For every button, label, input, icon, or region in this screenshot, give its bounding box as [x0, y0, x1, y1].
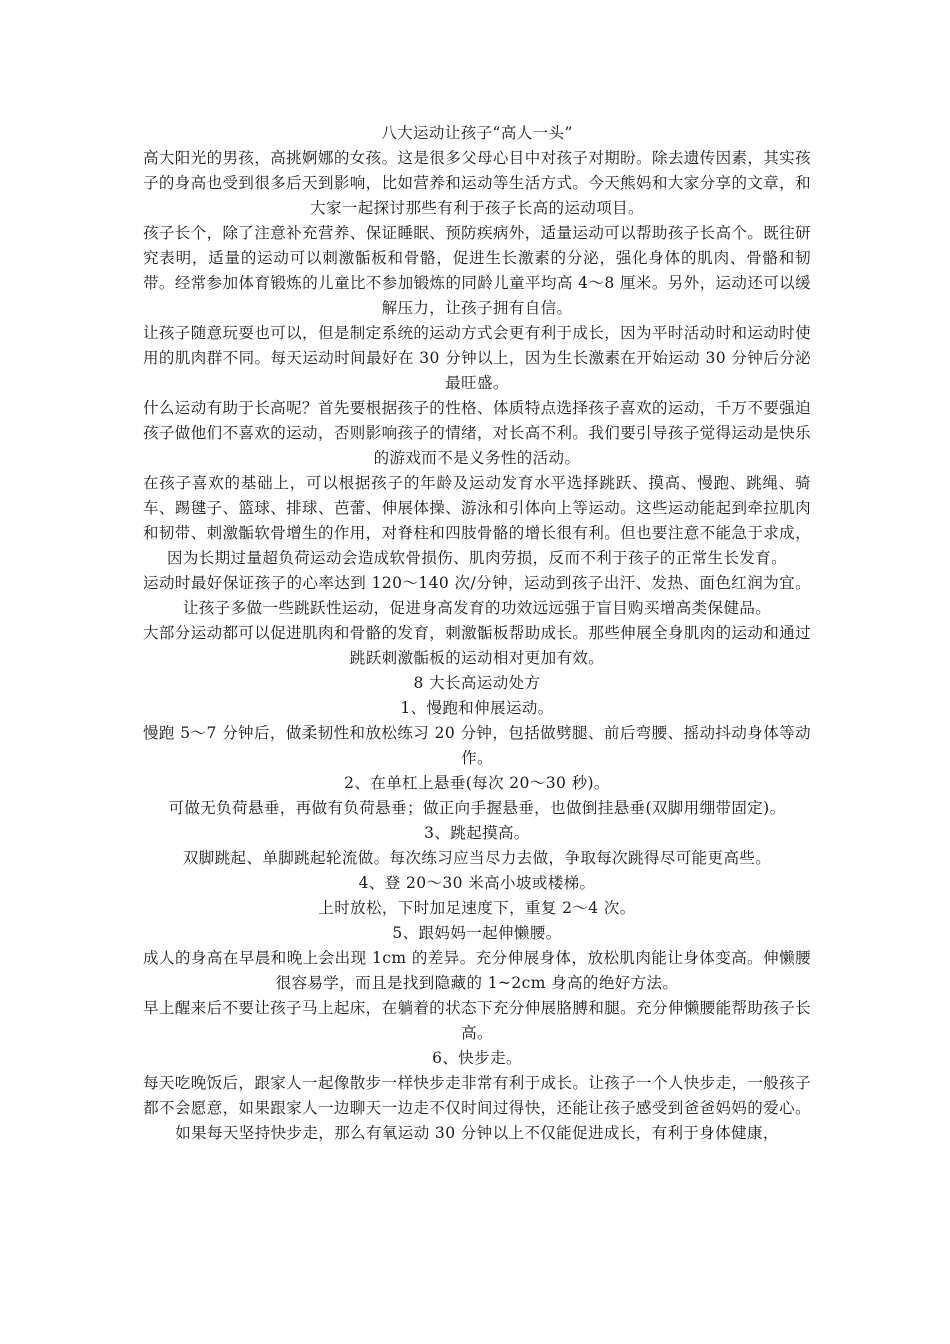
item-text-6b: 如果每天坚持快步走，那么有氧运动 30 分钟以上不仅能促进成长，有利于身体健康，: [175, 1124, 779, 1142]
paragraph-systematic: 让孩子随意玩耍也可以，但是制定系统的运动方式会更有利于成长，因为平时活动时和运动时使用的肌肉群不同。每天运动时间最好在 30 分钟以上，因为生长激素在开始运动 30 分钟后分泌最旺盛。: [143, 324, 811, 392]
paragraph-sport-choices: 在孩子喜欢的基础上，可以根据孩子的年龄及运动发育水平选择跳跃、摸高、慢跑、跳绳、骑车、踢毽子、篮球、排球、芭蕾、伸展体操、游泳和引体向上等运动。这些运动能起到牵拉肌肉和韧带、刺激骺软骨增生的作用，对脊柱和四肢骨骼的增长很有利。但也要注意不能急于求成，因为长期过量超负荷运动会造成软骨损伤、肌肉劳损，反而不利于孩子的正常生长发育。: [143, 474, 811, 567]
item-heading-2: 2、在单杠上悬垂(每次 20～30 秒)。: [344, 774, 610, 792]
item-text-6a: 每天吃晚饭后，跟家人一起像散步一样快步走非常有利于成长。让孩子一个人快步走，一般孩子都不会愿意，如果跟家人一边聊天一边走不仅时间过得快，还能让孩子感受到爸爸妈妈的爱心。: [143, 1074, 811, 1117]
paragraph-which-sports: 什么运动有助于长高呢？首先要根据孩子的性格、体质特点选择孩子喜欢的运动，千万不要强迫孩子做他们不喜欢的运动，否则影响孩子的情绪，对长高不利。我们要引导孩子觉得运动是快乐的游戏而不是义务性的活动。: [143, 399, 811, 467]
item-heading-1: 1、慢跑和伸展运动。: [400, 699, 554, 717]
item-text-1: 慢跑 5～7 分钟后，做柔韧性和放松练习 20 分钟，包括做劈腿、前后弯腰、摇动抖动身体等动作。: [143, 724, 811, 767]
item-heading-5: 5、跟妈妈一起伸懒腰。: [392, 924, 562, 942]
item-text-4: 上时放松，下时加足速度下，重复 2～4 次。: [318, 899, 636, 917]
item-heading-6: 6、快步走。: [432, 1049, 522, 1067]
document-title: 八大运动让孩子“高人一头”: [381, 124, 573, 142]
paragraph-most-sports: 大部分运动都可以促进肌肉和骨骼的发育，刺激骺板帮助成长。那些伸展全身肌肉的运动和通过跳跃刺激骺板的运动相对更加有效。: [143, 624, 811, 667]
item-text-5a: 成人的身高在早晨和晚上会出现 1cm 的差异。充分伸展身体，放松肌肉能让身体变高。伸懒腰很容易学，而且是找到隐藏的 1~2cm 身高的绝好方法。: [143, 949, 811, 992]
item-text-2: 可做无负荷悬垂，再做有负荷悬垂；做正向手握悬垂，也做倒挂悬垂(双脚用绷带固定)。: [168, 799, 786, 817]
item-text-3: 双脚跳起、单脚跳起轮流做。每次练习应当尽力去做，争取每次跳得尽可能更高些。: [182, 849, 772, 867]
item-heading-4: 4、登 20～30 米高小坡或楼梯。: [358, 874, 596, 892]
item-text-5b: 早上醒来后不要让孩子马上起床，在躺着的状态下充分伸展胳膊和腿。充分伸懒腰能帮助孩子长高。: [143, 999, 811, 1042]
document-page: [143, 121, 811, 1146]
paragraph-intro: 高大阳光的男孩，高挑婀娜的女孩。这是很多父母心目中对孩子对期盼。除去遗传因素，其实孩子的身高也受到很多后天到影响，比如营养和运动等生活方式。今天熊妈和大家分享的文章，和大家一起探讨那些有利于孩子长高的运动项目。: [143, 149, 811, 217]
paragraph-growth: 孩子长个，除了注意补充营养、保证睡眠、预防疾病外，适量运动可以帮助孩子长高个。既往研究表明，适量的运动可以刺激骺板和骨骼，促进生长激素的分泌，强化身体的肌肉、骨骼和韧带。经常参加体育锻炼的儿童比不参加锻炼的同龄儿童平均高 4～8 厘米。另外，运动还可以缓解压力，让孩子拥有自信。: [143, 224, 811, 317]
section-heading: 8 大长高运动处方: [413, 674, 541, 692]
paragraph-heart-rate: 运动时最好保证孩子的心率达到 120～140 次/分钟，运动到孩子出汗、发热、面色红润为宜。让孩子多做一些跳跃性运动，促进身高发育的功效远远强于盲目购买增高类保健品。: [143, 574, 811, 617]
item-heading-3: 3、跳起摸高。: [424, 824, 530, 842]
